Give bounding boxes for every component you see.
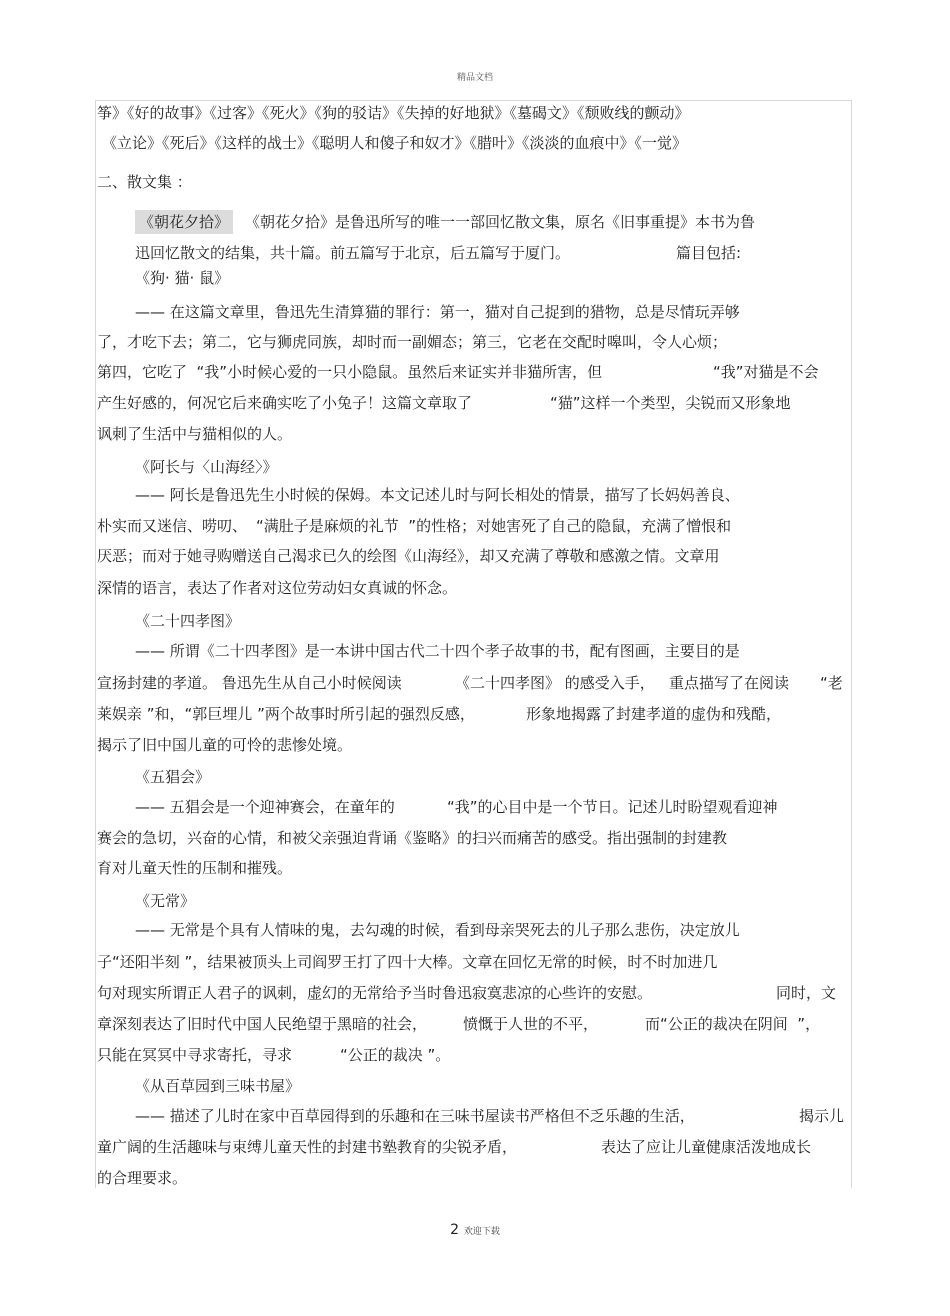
text-line: 讽刺了生活中与猫相似的人。: [97, 425, 293, 443]
chapter-title: 《无常》: [135, 892, 196, 910]
frame-top-border: [95, 100, 852, 101]
text-line: 揭示了旧中国儿童的可怜的悲惨处境。: [97, 736, 353, 754]
text-line: “老: [820, 674, 843, 692]
text-line: “满肚子是麻烦的礼节 ”的性格；对她害死了自己的隐鼠，充满了憎恨和: [256, 517, 732, 535]
text-line: 《立论》《死后》《这样的战士》《聪明人和傻子和奴才》《腊叶》《淡淡的血痕中》《一觉》: [102, 134, 688, 152]
text-line: 而“公正的裁决在阴间 ”，: [645, 1015, 821, 1033]
text-line: 迅回忆散文的结集，共十篇。前五篇写于北京，后五篇写于厦门。: [135, 244, 571, 262]
chapter-title: 《从百草园到三味书屋》: [135, 1077, 301, 1095]
text-line: 《朝花夕拾》是鲁迅所写的唯一一部回忆散文集，原名《旧事重提》本书为鲁: [245, 213, 756, 231]
section-heading: 二、散文集 ：: [97, 173, 192, 191]
text-line: 了，才吃下去；第二，它与狮虎同族，却时而一副媚态；第三，它老在交配时嗥叫，令人心烦；: [97, 333, 728, 351]
text-line: 句对现实所谓正人君子的讽刺，虚幻的无常给予当时鲁迅寂寞悲凉的心些许的安慰。: [97, 984, 653, 1002]
frame-left-border: [95, 100, 96, 1188]
chapter-title: 《狗· 猫· 鼠》: [135, 269, 230, 287]
page-header: 精品文档: [456, 73, 493, 83]
text-line: 第四，它吃了 “我”小时候心爱的一只小隐鼠。虽然后来证实并非猫所害，但: [97, 363, 603, 381]
chapter-title: 《阿长与〈山海经〉》: [135, 458, 278, 476]
text-line: —— 描述了儿时在家中百草园得到的乐趣和在三味书屋读书严格但不乏乐趣的生活，: [135, 1107, 695, 1125]
text-line: 《二十四孝图》 的感受入手，: [455, 674, 655, 692]
text-line: —— 阿长是鲁迅先生小时候的保姆。本文记述儿时与阿长相处的情景，描写了长妈妈善良、: [135, 486, 740, 504]
text-line: —— 在这篇文章里，鲁迅先生清算猫的罪行：第一，猫对自己捉到的猎物，总是尽情玩弄够: [135, 303, 740, 321]
footer-text: 欢迎下载: [463, 1227, 500, 1237]
text-line: —— 所谓《二十四孝图》是一本讲中国古代二十四个孝子故事的书，配有图画，主要目的是: [135, 642, 740, 660]
text-line: 形象地揭露了封建孝道的虚伪和残酷，: [526, 705, 782, 723]
text-line: 愤慨于人世的不平，: [463, 1015, 599, 1033]
text-line: 只能在冥冥中寻求寄托，寻求: [97, 1046, 293, 1064]
text-line: —— 五猖会是一个迎神赛会，在童年的: [135, 798, 395, 816]
text-line: “我”对猫是不会: [713, 363, 819, 381]
page-number: 2: [450, 1222, 460, 1238]
text-line: 章深刻表达了旧时代中国人民绝望于黑暗的社会，: [97, 1015, 428, 1033]
text-line: 筝》《好的故事》《过客》《死火》《狗的驳诘》《失掉的好地狱》《墓碣文》《颓败线的颤动》: [97, 104, 690, 122]
text-line: “公正的裁决 ”。: [340, 1046, 451, 1064]
text-line: 莱娱亲 ”和，“郭巨埋儿 ”两个故事时所引起的强烈反感，: [97, 705, 475, 723]
text-line: —— 无常是个具有人情味的鬼，去勾魂的时候，看到母亲哭死去的儿子那么悲伤，决定放儿: [135, 921, 740, 939]
frame-right-border: [851, 100, 852, 1188]
text-line: 篇目包括:: [676, 244, 742, 262]
text-line: 育对儿童天性的压制和摧残。: [97, 859, 293, 877]
text-line: 宣扬封建的孝道。 鲁迅先生从自己小时候阅读: [97, 674, 402, 692]
text-line: 的合理要求。: [97, 1169, 188, 1187]
text-line: 深情的语言，表达了作者对这位劳动妇女真诚的怀念。: [97, 579, 458, 597]
chapter-title: 《二十四孝图》: [135, 612, 241, 630]
chapter-title: 《五猖会》: [135, 768, 211, 786]
book-title-highlight: 《朝花夕拾》: [135, 210, 233, 234]
text-line: 揭示儿: [799, 1107, 845, 1125]
text-line: “猫”这样一个类型，尖锐而又形象地: [550, 394, 791, 412]
text-line: 子“还阳半刻 ”，结果被顶头上司阎罗王打了四十大棒。文章在回忆无常的时候，时不时加进几: [97, 953, 718, 971]
text-line: 重点描写了在阅读: [669, 674, 790, 692]
text-line: 朴实而又迷信、唠叨、: [97, 517, 248, 535]
text-line: 产生好感的，何况它后来确实吃了小兔子！这篇文章取了: [97, 394, 473, 412]
text-line: 表达了应让儿童健康活泼地成长: [601, 1138, 812, 1156]
text-line: 童广阔的生活趣味与束缚儿童天性的封建书塾教育的尖锐矛盾，: [97, 1138, 518, 1156]
page-footer: [0, 1222, 950, 1238]
text-line: 同时，文: [776, 984, 837, 1002]
text-line: “我”的心目中是一个节日。记述儿时盼望观看迎神: [447, 798, 778, 816]
text-line: 厌恶；而对于她寻购赠送自己渴求已久的绘图《山海经》，却又充满了尊敬和感激之情。文章用: [97, 547, 720, 565]
text-line: 赛会的急切，兴奋的心情，和被父亲强迫背诵《鉴略》的扫兴而痛苦的感受。指出强制的封建教: [97, 829, 728, 847]
